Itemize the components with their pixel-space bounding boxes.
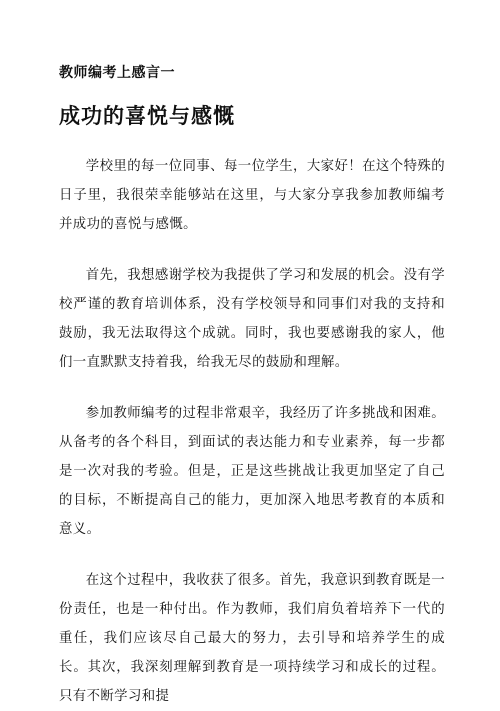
paragraph: 学校里的每一位同事、每一位学生，大家好！在这个特殊的日子里，我很荣幸能够站在这里，与大家分享我参加教师编考并成功的喜悦与感慨。 <box>59 159 445 232</box>
document-title: 成功的喜悦与感慨 <box>59 103 235 128</box>
document-label: 教师编考上感言一 <box>59 65 175 81</box>
paragraph: 在这个过程中，我收获了很多。首先，我意识到教育既是一份责任，也是一种付出。作为教师，我们肩负着培养下一代的重任，我们应该尽自己最大的努力，去引导和培养学生的成长。其次，我深刻理解到教育是一项持续学习和成长的过程。只有不断学习和提 <box>59 573 445 704</box>
paragraph: 首先，我想感谢学校为我提供了学习和发展的机会。没有学校严谨的教育培训体系，没有学校领导和同事们对我的支持和鼓励，我无法取得这个成就。同时，我也要感谢我的家人，他们一直默默支持着我，给我无尽的鼓励和理解。 <box>59 268 445 370</box>
paragraph: 参加教师编考的过程非常艰辛，我经历了许多挑战和困难。从备考的各个科目，到面试的表达能力和专业素养，每一步都是一次对我的考验。但是，正是这些挑战让我更加坚定了自己的目标，不断提高自己的能力，更加深入地思考教育的本质和意义。 <box>59 406 445 537</box>
document-body <box>59 152 445 711</box>
